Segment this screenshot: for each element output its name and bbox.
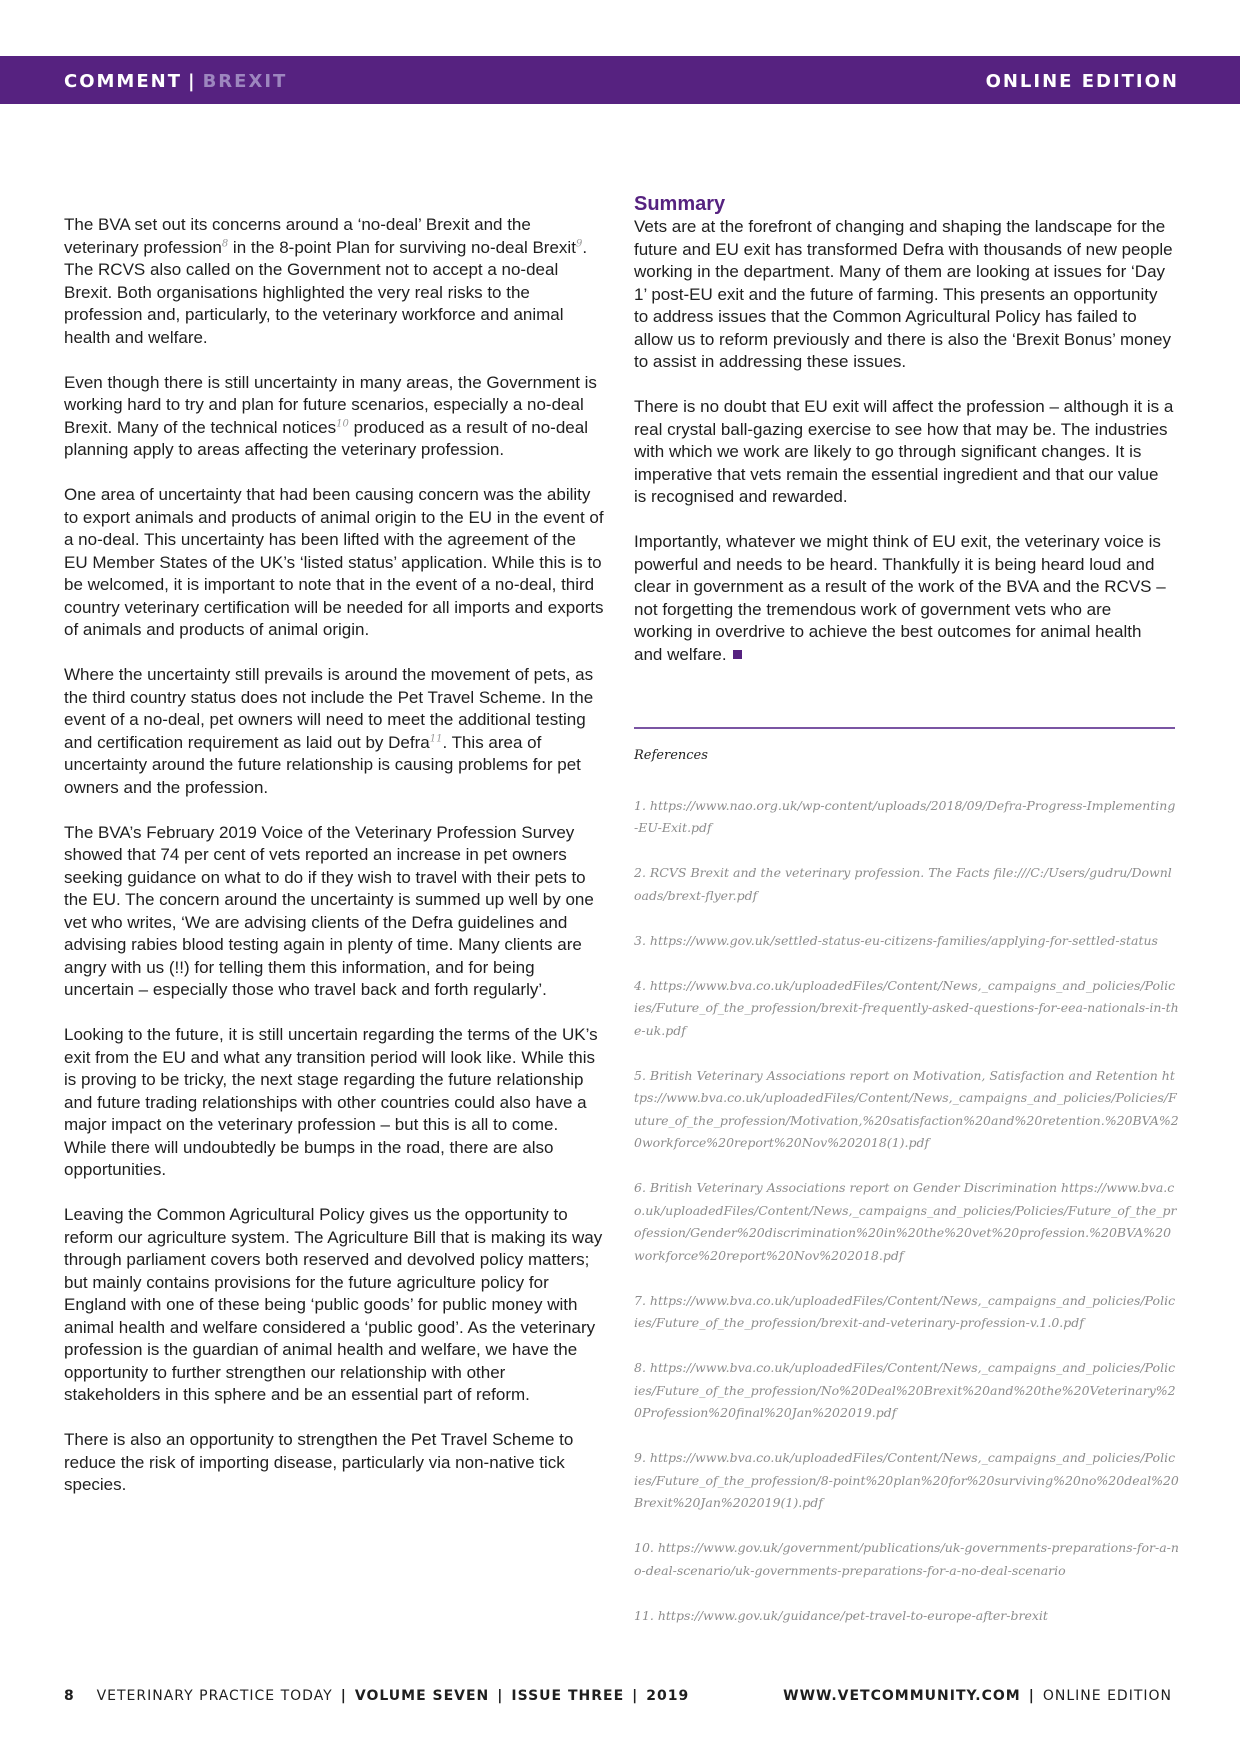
subsection-title: BREXIT <box>202 71 288 92</box>
footnote-ref: 8 <box>221 237 229 249</box>
website-link[interactable]: WWW.VETCOMMUNITY.COM <box>783 1688 1021 1704</box>
reference-item[interactable]: 7. https://www.bva.co.uk/uploadedFiles/Content/News,_campaigns_and_policies/Policies/Future_of_the_profession/brexit-and-veterinary-profession-v.1.0.pdf <box>634 1292 1176 1330</box>
reference-item[interactable]: 1. https://www.nao.org.uk/wp-content/uploads/2018/09/Defra-Progress-Implementing-EU-Exit.pdf <box>634 797 1176 835</box>
paragraph-1 <box>64 214 604 349</box>
paragraph-text: . This area of uncertainty around the future relationship is causing problems for pet owners and the profession. <box>64 732 581 797</box>
paragraph-8: There is also an opportunity to strengthen the Pet Travel Scheme to reduce the risk of importing disease, particularly via non-native tick species. <box>64 1430 574 1494</box>
footer-edition: ONLINE EDITION <box>1042 1688 1172 1704</box>
reference-item[interactable]: 3. https://www.gov.uk/settled-status-eu-citizens-families/applying-for-settled-status <box>634 932 1158 948</box>
paragraph-text: Importantly, whatever we might think of EU exit, the veterinary voice is powerful and needs to be heard. Thankfully it is being heard loud and clear in government as a result of the work of the BVA and the RCVS – not forgetting the tremendous work of government vets who are working in overdrive to achieve the best outcomes for animal health and welfare. <box>634 532 1166 664</box>
paragraph-text: Where the uncertainty still prevails is around the movement of pets, as the third country status does not include the Pet Travel Scheme. In the event of a no-deal, pet owners will need to meet the additional testing and certification requirement as laid out by Defra <box>64 665 594 752</box>
section-label <box>64 71 287 92</box>
footer-left <box>64 1688 689 1704</box>
volume-label: VOLUME SEVEN <box>354 1688 490 1704</box>
end-mark-icon <box>733 650 742 659</box>
footer-separator: | <box>497 1688 504 1704</box>
page-footer <box>64 1688 1172 1710</box>
section-title: COMMENT <box>64 71 182 92</box>
summary-heading: Summary <box>634 193 726 215</box>
summary-paragraph-3 <box>634 531 1174 666</box>
references-title: References <box>634 748 708 763</box>
footer-separator: | <box>1028 1688 1035 1704</box>
reference-item[interactable]: 4. https://www.bva.co.uk/uploadedFiles/Content/News,_campaigns_and_policies/Policies/Future_of_the_profession/brexit-frequently-asked-questions-for-eea-nationals-in-the-uk.pdf <box>634 977 1179 1038</box>
footer-separator: | <box>340 1688 347 1704</box>
footer-right <box>783 1688 1172 1704</box>
footer-separator: | <box>632 1688 639 1704</box>
publication-name: VETERINARY PRACTICE TODAY <box>96 1688 333 1704</box>
paragraph-6: Looking to the future, it is still uncertain regarding the terms of the UK’s exit from the EU and what any transition period will look like. While this is proving to be tricky, the next stage regarding the future relationship and future trading relationships with other countries could also have a major impact on the veterinary profession – but this is all to come. While there will undoubtedly be bumps in the road, there are also opportunities. <box>64 1025 598 1179</box>
reference-item[interactable]: 6. British Veterinary Associations report on Gender Discrimination https://www.bva.co.uk/uploadedFiles/Content/News,_campaigns_and_policies/Policies/Future_of_the_profession/Gender%20discrimination%20in%20the%20vet%20profession.%20BVA%20workforce%20report%20Nov%202018.pdf <box>634 1180 1177 1263</box>
paragraph-7: Leaving the Common Agricultural Policy gives us the opportunity to reform our agriculture system. The Agriculture Bill that is making its way through parliament covers both reserved and devolved policy matters; but mainly contains provisions for the future agriculture policy for England with one of these being ‘public goods’ for public money with animal health and welfare considered a ‘public good’. As the veterinary profession is the guardian of animal health and welfare, we have the opportunity to further strengthen our relationship with other stakeholders in this sphere and be an essential part of reform. <box>64 1205 603 1404</box>
paragraph-text: in the 8-point Plan for surviving no-deal Brexit <box>228 237 576 257</box>
paragraph-text: . The RCVS also called on the Government not to accept a no-deal Brexit. Both organisations highlighted the very real risks to the profession and, particularly, to the veterinary workforce and animal health and welfare. <box>64 237 588 347</box>
reference-item[interactable]: 10. https://www.gov.uk/government/publications/uk-governments-preparations-for-a-no-deal-scenario/uk-governments-preparations-for-a-no-deal-scenario <box>634 1540 1179 1578</box>
paragraph-text: The BVA set out its concerns around a ‘no-deal’ Brexit and the veterinary profession <box>64 215 531 257</box>
paragraph-5: The BVA’s February 2019 Voice of the Veterinary Profession Survey showed that 74 per cent of vets reported an increase in pet owners seeking guidance on what to do if they wish to travel with their pets to the EU. The concern around the uncertainty is summed up well by one vet who writes, ‘We are advising clients of the Defra guidelines and advising rabies blood testing again in plenty of time. Many clients are angry with us (!!) for telling them this information, and for being uncertain – especially those who travel back and forth regularly’. <box>64 822 594 999</box>
reference-item[interactable]: 8. https://www.bva.co.uk/uploadedFiles/Content/News,_campaigns_and_policies/Policies/Future_of_the_profession/No%20Deal%20Brexit%20and%20the%20Veterinary%20Profession%20final%20Jan%202019.pdf <box>634 1360 1176 1420</box>
reference-item[interactable]: 9. https://www.bva.co.uk/uploadedFiles/Content/News,_campaigns_and_policies/Policies/Future_of_the_profession/8-point%20plan%20for%20surviving%20no%20deal%20Brexit%20Jan%202019(1).pdf <box>634 1450 1179 1510</box>
right-column <box>634 192 1174 689</box>
header-banner <box>0 56 1240 104</box>
left-column <box>64 214 604 1519</box>
header-separator: | <box>187 71 197 92</box>
issue-label: ISSUE THREE <box>511 1688 625 1704</box>
paragraph-2 <box>64 372 604 462</box>
summary-paragraph-2: There is no doubt that EU exit will affect the profession – although it is a real crystal ball-gazing exercise to see how that may be. The industries with which we work are likely to go through significant changes. It is imperative that vets remain the essential ingredient and that our value is recognised and rewarded. <box>634 397 1174 506</box>
reference-item[interactable]: 5. British Veterinary Associations report on Motivation, Satisfaction and Retention https://www.bva.co.uk/uploadedFiles/Content/News,_campaigns_and_policies/Policies/Future_of_the_profession/Motivation,%20satisfaction%20and%20retention.%20BVA%20workforce%20report%20Nov%202018(1).pdf <box>634 1067 1179 1150</box>
footnote-ref: 9 <box>575 237 583 249</box>
paragraph-3: One area of uncertainty that had been causing concern was the ability to export animals and products of animal origin to the EU in the event of a no-deal. This uncertainty has been lifted with the agreement of the EU Member States of the UK’s ‘listed status’ application. While this is to be welcomed, it is important to note that in the event of a no-deal, third country veterinary certification will be needed for all imports and exports of animals and products of animal origin. <box>64 485 604 639</box>
footnote-ref: 11 <box>429 732 443 744</box>
page-number: 8 <box>64 1688 75 1704</box>
footnote-ref: 10 <box>336 417 349 429</box>
edition-label: ONLINE EDITION <box>985 71 1179 92</box>
reference-item[interactable]: 11. https://www.gov.uk/guidance/pet-travel-to-europe-after-brexit <box>634 1607 1048 1623</box>
paragraph-text: Even though there is still uncertainty in many areas, the Government is working hard to try and plan for future scenarios, especially a no-deal Brexit. Many of the technical notices <box>64 372 597 437</box>
summary-paragraph-1: Vets are at the forefront of changing and shaping the landscape for the future and EU exit has transformed Defra with thousands of new people working in the department. Many of them are looking at issues for ‘Day 1’ post-EU exit and the future of farming. This presents an opportunity to address issues that the Common Agricultural Policy has failed to allow us to reform previously and there is also the ‘Brexit Bonus’ money to assist in addressing these issues. <box>634 217 1173 371</box>
paragraph-4 <box>64 664 604 799</box>
references-divider <box>634 727 1175 729</box>
reference-item[interactable]: 2. RCVS Brexit and the veterinary profession. The Facts file:///C:/Users/gudru/Downloads/brext-flyer.pdf <box>634 865 1172 903</box>
references-section <box>634 745 1179 1650</box>
year-label: 2019 <box>646 1688 690 1704</box>
paragraph-text: produced as a result of no-deal planning apply to areas affecting the veterinary profession. <box>64 417 588 459</box>
